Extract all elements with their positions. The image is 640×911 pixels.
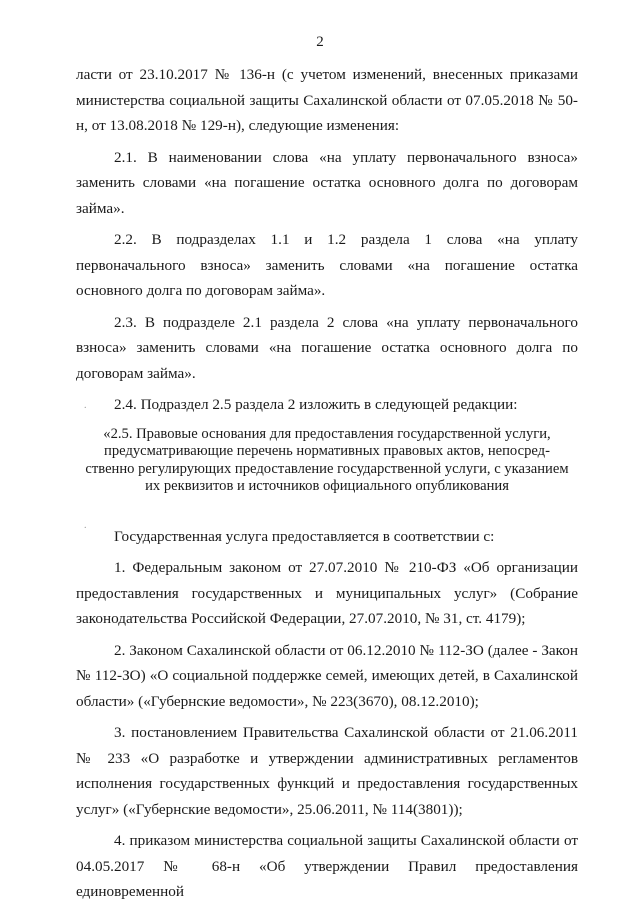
paragraph-2-4: 2.4. Подраздел 2.5 раздела 2 изложить в следующей редакции: — [114, 396, 518, 413]
paragraph-2-2: 2.2. В подразделах 1.1 и 1.2 раздела 1 слова «на уплату первоначального взноса» заменить словами «на погашение остатка основного долга по договорам займа». — [76, 231, 578, 299]
page-number: 2 — [316, 34, 324, 50]
paragraph-2-3: 2.3. В подразделе 2.1 раздела 2 слова «на уплату первоначального взноса» заменить словами «на погашение остатка основного долга по договорам займа». — [76, 313, 578, 382]
heading-line: «2.5. Правовые основания для предоставления государственной услуги, — [103, 425, 551, 442]
scan-speck: . — [84, 400, 87, 411]
scan-speck: . — [84, 520, 87, 531]
document-body — [76, 62, 578, 911]
paragraph-item-1: 1. Федеральным законом от 27.07.2010 № 210-ФЗ «Об организации предоставления государственных и муниципальных услуг» (Собрание законодательства Российской Федерации, 27.07.2010, № 31, ст. 4179); — [76, 559, 578, 627]
section-2-5-heading — [76, 426, 578, 496]
paragraph-2-1: 2.1. В наименовании слова «на уплату первоначального взноса» заменить словами «на погашение остатка основного долга по договорам займа». — [76, 148, 578, 217]
paragraph-item-3: 3. постановлением Правительства Сахалинской области от 21.06.2011 № 233 «О разработке и утверждении административных регламентов исполнения государственных функций и предоставления государственных услуг» («Губернские ведомости», 25.06.2011, № 114(3801)); — [76, 724, 578, 818]
paragraph-item-4: 4. приказом министерства социальной защиты Сахалинской области от 04.05.2017 № 68-н «Об утверждении Правил предоставления единовременной — [76, 832, 578, 900]
heading-line: предусматривающие перечень нормативных правовых актов, непосред- — [104, 443, 550, 459]
paragraph-intro: ласти от 23.10.2017 № 136-н (с учетом изменений, внесенных приказами министерства социальной защиты Сахалинской области от 07.05.2018 № 50-н, от 13.08.2018 № 129-н), следующие изменения: — [76, 66, 578, 134]
paragraph-item-2: 2. Законом Сахалинской области от 06.12.2010 № 112-ЗО (далее - Закон № 112-ЗО) «О социальной поддержке семей, имеющих детей, в Сахалинской области» («Губернские ведомости», № 223(3670), 08.12.2010); — [76, 641, 578, 710]
heading-line: их реквизитов и источников официального опубликования — [145, 478, 509, 494]
spacer — [76, 496, 578, 524]
paragraph-service-basis: Государственная услуга предоставляется в соответствии с: — [114, 527, 495, 545]
heading-line: ственно регулирующих предоставление государственной услуги, с указанием — [85, 460, 569, 477]
